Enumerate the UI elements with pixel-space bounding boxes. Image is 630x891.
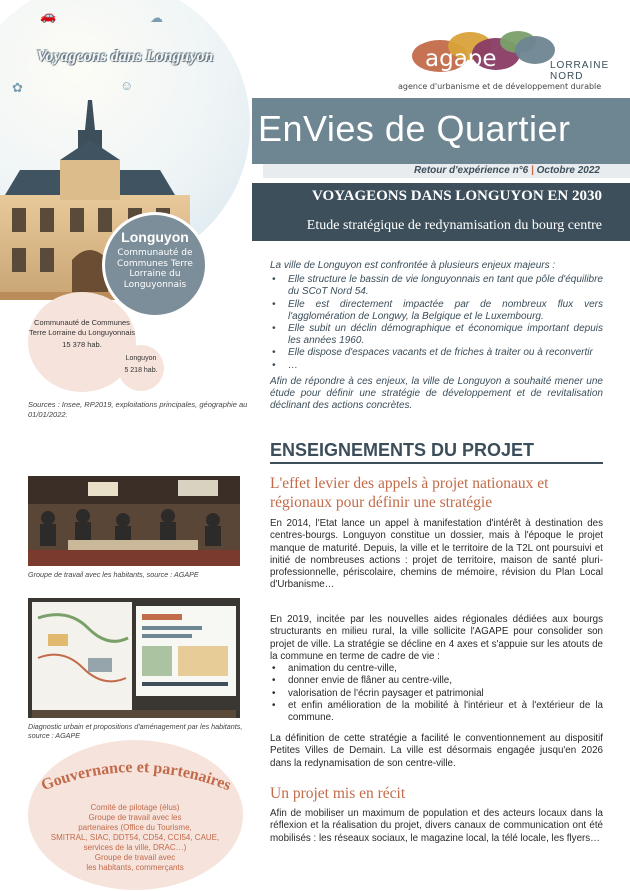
paragraph-2014: En 2014, l'Etat lance un appel à manifestation d'intérêt à destination des centres-bourgs. Longuyon constitue un dossier, mais à l'époque le projet manque de maturité. Depuis, la ville et le territoire de la T2L ont poursuivi et initié de nombreuses actions : projet de territoire, maison de santé pluri-professionnelle, périscolaire, chemins de mémoire, révision du Plan Local d'Urbanisme… — [270, 518, 603, 591]
cloud-doodle-icon: ☁ — [150, 10, 163, 25]
axes-list — [270, 663, 603, 724]
diagnostic-board-photo — [28, 598, 240, 718]
paragraph-2019 — [270, 614, 603, 725]
list-item: • … — [270, 360, 603, 372]
list-item: Groupe de travail avec les — [88, 813, 182, 822]
list-item: • et enfin amélioration de la mobilité à l'intérieur et à l'extérieur de la commune. — [270, 700, 603, 725]
list-item: Comité de pilotage (élus) — [90, 803, 180, 812]
intro-lead: La ville de Longuyon est confrontée à plusieurs enjeux majeurs : — [270, 260, 556, 271]
city-community: Communauté de Communes Terre Lorraine du Longuyonnais — [117, 248, 193, 290]
section-title: ENSEIGNEMENTS DU PROJET — [270, 440, 535, 460]
list-item: • Elle subit un déclin démographique et économique important depuis les années 1960. — [270, 323, 603, 347]
logo-region-1: LORRAINE — [550, 60, 610, 71]
list-item: • Elle est directement impactée par de nombreux flux vers l'agglomération de Longwy, la Belgique et le Luxembourg. — [270, 299, 603, 323]
paragraph-recit: Afin de mobiliser un maximum de population et des acteurs locaux dans la réflexion et la réalisation du projet, divers canaux de communication ont été mobilisés : les réseaux sociaux, le magazine local, la télé locale, les flyers… — [270, 808, 603, 844]
child-doodle-icon: ☺ — [120, 78, 134, 93]
headline-title: VOYAGEONS DANS LONGUYON EN 2030 — [311, 188, 602, 204]
community-stat-value: 15 378 hab. — [62, 340, 102, 349]
workshop-photo — [28, 476, 240, 566]
headline-subtitle: Etude stratégique de redynamisation du bourg centre — [306, 218, 602, 233]
city-name: Longuyon — [121, 229, 189, 245]
subheading-recit: Un projet mis en récit — [270, 785, 406, 802]
city-stat-value: 5 218 hab. — [124, 366, 158, 374]
list-item: • animation du centre-ville, — [270, 663, 603, 675]
paragraph-pvd: La définition de cette stratégie a facilité le conventionnement au dispositif Petites Villes de Demain. La ville est désormais engagée jusqu'en 2026 dans la redynamisation de son centre-ville. — [270, 733, 603, 769]
list-item: partenaires (Office du Tourisme, — [78, 823, 192, 832]
headline-rule — [252, 181, 630, 183]
list-item: Groupe de travail avec — [94, 853, 176, 862]
issue-separator: | — [531, 165, 534, 176]
list-item: • Elle structure le bassin de vie longuyonnais en tant que pôle d'équilibre du SCoT Nord 54. — [270, 274, 603, 298]
logo-name: agape — [425, 46, 497, 72]
community-stat-label: Communauté de Communes Terre Lorraine du Longuyonnais — [29, 318, 135, 337]
page-title: EnVies de Quartier — [258, 108, 571, 149]
hero-banner-title: Voyageons dans Longuyon — [36, 48, 214, 65]
list-item: • valorisation de l'écrin paysager et patrimonial — [270, 688, 603, 700]
paragraph-2019-text: En 2019, incitée par les nouvelles aides régionales dédiées aux bourgs structurants en milieu rural, la ville sollicite l'AGAPE pour consolider son projet de ville. La stratégie se décline en 4 axes et s'appuie sur les atouts de la commune en terme de cadre de vie : — [270, 614, 603, 662]
subheading-levier: L'effet levier des appels à projet nationaux et régionaux pour définir une stratégie — [270, 475, 549, 511]
issue-info — [414, 165, 600, 176]
photo-caption-2: Diagnostic urbain et propositions d'aménagement par les habitants, source : AGAPE — [28, 722, 243, 740]
list-item: services de la ville, DRAC…) — [83, 843, 187, 852]
svg-text:Gouvernance et partenaires — [39, 759, 233, 794]
issue-number: Retour d'expérience n°6 — [414, 165, 529, 176]
city-stat-label: Longuyon — [125, 355, 157, 362]
governance-title — [30, 758, 242, 798]
intro-conclusion: Afin de répondre à ces enjeux, la ville de Longuyon a souhaité mener une étude pour définir une stratégie de développement et de revitalisation déclinant des actions concrètes. — [270, 375, 603, 412]
governance-list — [40, 803, 230, 873]
list-item: • Elle dispose d'espaces vacants et de friches à traiter ou à reconvertir — [270, 347, 603, 359]
issue-date: Octobre 2022 — [536, 165, 600, 176]
section-rule — [270, 462, 603, 464]
governance-title-text: Gouvernance et partenaires — [38, 758, 234, 795]
logo-region-2: NORD — [550, 71, 584, 82]
intro-list — [270, 274, 603, 372]
list-item: SMITRAL, SIAC, DDT54, CD54, CCI54, CAUE, — [50, 833, 220, 842]
list-item: • donner envie de flâner au centre-ville, — [270, 675, 603, 687]
logo-tagline: agence d'urbanisme et de développement durable — [398, 82, 602, 91]
city-stat-bubble — [118, 345, 164, 391]
list-item: les habitants, commerçants — [86, 863, 184, 872]
car-doodle-icon: 🚗 — [40, 8, 57, 23]
sources-note: Sources : Insee, RP2019, exploitations principales, géographie au 01/01/2022. — [28, 400, 248, 419]
city-bubble — [105, 215, 205, 315]
tree-doodle-icon: ✿ — [12, 80, 23, 95]
intro-block — [270, 260, 603, 412]
photo-caption-1: Groupe de travail avec les habitants, source : AGAPE — [28, 570, 199, 579]
